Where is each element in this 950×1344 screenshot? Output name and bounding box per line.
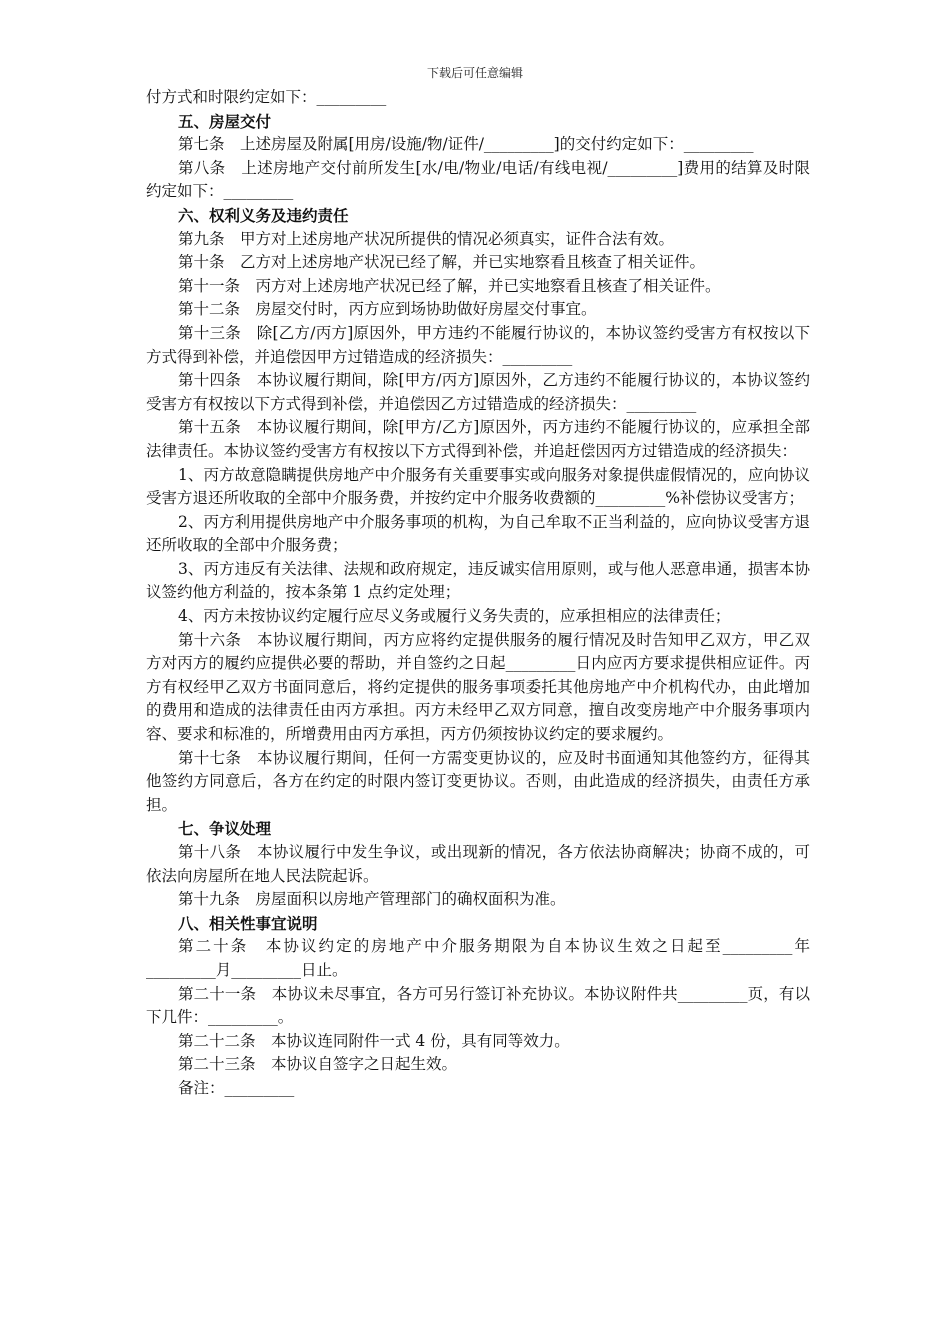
clause-paragraph: 第十条 乙方对上述房地产状况已经了解，并已实地察看且核查了相关证件。: [178, 253, 706, 272]
section-heading: 七、争议处理: [178, 819, 272, 839]
clause-paragraph: 第二十条 本协议约定的房地产中介服务期限为自本协议生效之日起至_________年_________月_________日止。: [146, 937, 810, 979]
clause-paragraph: 第二十二条 本协议连同附件一式 4 份，具有同等效力。: [178, 1031, 570, 1050]
clause-paragraph: 备注：_________: [178, 1078, 295, 1097]
clause-paragraph: 第十二条 房屋交付时，丙方应到场协助做好房屋交付事宜。: [178, 300, 597, 319]
clause-paragraph: 第十六条 本协议履行期间，丙方应将约定提供服务的履行情况及时告知甲乙双方，甲乙双方对丙方的履约应提供必要的帮助，并自签约之日起_________日内应丙方要求提供相应证件。丙方有权经甲乙双方书面同意后，将约定提供的服务事项委托其他房地产中介机构代办，由此增加的费用和造成的法律责任由丙方承担。丙方未经甲乙双方同意，擅自改变房地产中介服务事项内容、要求和标准的，所增费用由丙方承担，丙方仍须按协议约定的要求履约。: [146, 630, 810, 744]
section-heading: 五、房屋交付: [178, 111, 272, 131]
clause-paragraph: 第七条 上述房屋及附属[用房/设施/物/证件/_________]的交付约定如下：_________: [178, 135, 754, 154]
section-heading: 六、权利义务及违约责任: [178, 205, 349, 225]
clause-paragraph: 第九条 甲方对上述房地产状况所提供的情况必须真实，证件合法有效。: [178, 229, 675, 248]
clause-paragraph: 第八条 上述房地产交付前所发生[水/电/物业/电话/有线电视/_________]费用的结算及时限约定如下：_________: [146, 158, 810, 201]
clause-paragraph: 第十八条 本协议履行中发生争议，或出现新的情况，各方依法协商解决；协商不成的，可依法向房屋所在地人民法院起诉。: [146, 843, 810, 885]
clause-paragraph: 付方式和时限约定如下：_________: [146, 88, 387, 106]
clause-paragraph: 4、丙方未按协议约定履行应尽义务或履行义务失责的，应承担相应的法律责任；: [178, 607, 731, 626]
clause-paragraph: 2、丙方利用提供房地产中介服务事项的机构，为自己牟取不正当利益的，应向协议受害方退还所收取的全部中介服务费；: [146, 512, 810, 555]
clause-paragraph: 第十三条 除[乙方/丙方]原因外，甲方违约不能履行协议的，本协议签约受害方有权按以下方式得到补偿，并追偿因甲方过错造成的经济损失：_________: [146, 323, 810, 366]
clause-paragraph: 3、丙方违反有关法律、法规和政府规定，违反诚实信用原则，或与他人恶意串通，损害本协议签约他方利益的，按本条第 1 点约定处理；: [146, 559, 810, 602]
document-body: [146, 86, 810, 1101]
clause-paragraph: 第十五条 本协议履行期间，除[甲方/乙方]原因外，丙方违约不能履行协议的，应承担全部法律责任。本协议签约受害方有权按以下方式得到补偿，并追赶偿因丙方过错造成的经济损失：: [146, 418, 810, 460]
section-heading: 八、相关性事宜说明: [178, 913, 318, 933]
clause-paragraph: 第十一条 丙方对上述房地产状况已经了解，并已实地察看且核查了相关证件。: [178, 276, 721, 295]
clause-paragraph: 1、丙方故意隐瞒提供房地产中介服务有关重要事实或向服务对象提供虚假情况的，应向协议受害方退还所收取的全部中介服务费，并按约定中介服务收费额的_________%补偿协议受害方；: [146, 465, 810, 508]
clause-paragraph: 第二十一条 本协议未尽事宜，各方可另行签订补充协议。本协议附件共_________页，有以下几件：_________。: [146, 984, 810, 1027]
clause-paragraph: 第二十三条 本协议自签字之日起生效。: [178, 1055, 458, 1074]
clause-paragraph: 第十七条 本协议履行期间，任何一方需变更协议的，应及时书面通知其他签约方，征得其他签约方同意后，各方在约定的时限内签订变更协议。否则，由此造成的经济损失，由责任方承担。: [146, 748, 810, 814]
clause-paragraph: 第十四条 本协议履行期间，除[甲方/丙方]原因外，乙方违约不能履行协议的，本协议签约受害方有权按以下方式得到补偿，并追偿因乙方过错造成的经济损失：_________: [146, 371, 810, 413]
clause-paragraph: 第十九条 房屋面积以房地产管理部门的确权面积为准。: [178, 890, 566, 909]
page-header: 下载后可任意编辑: [426, 66, 523, 80]
